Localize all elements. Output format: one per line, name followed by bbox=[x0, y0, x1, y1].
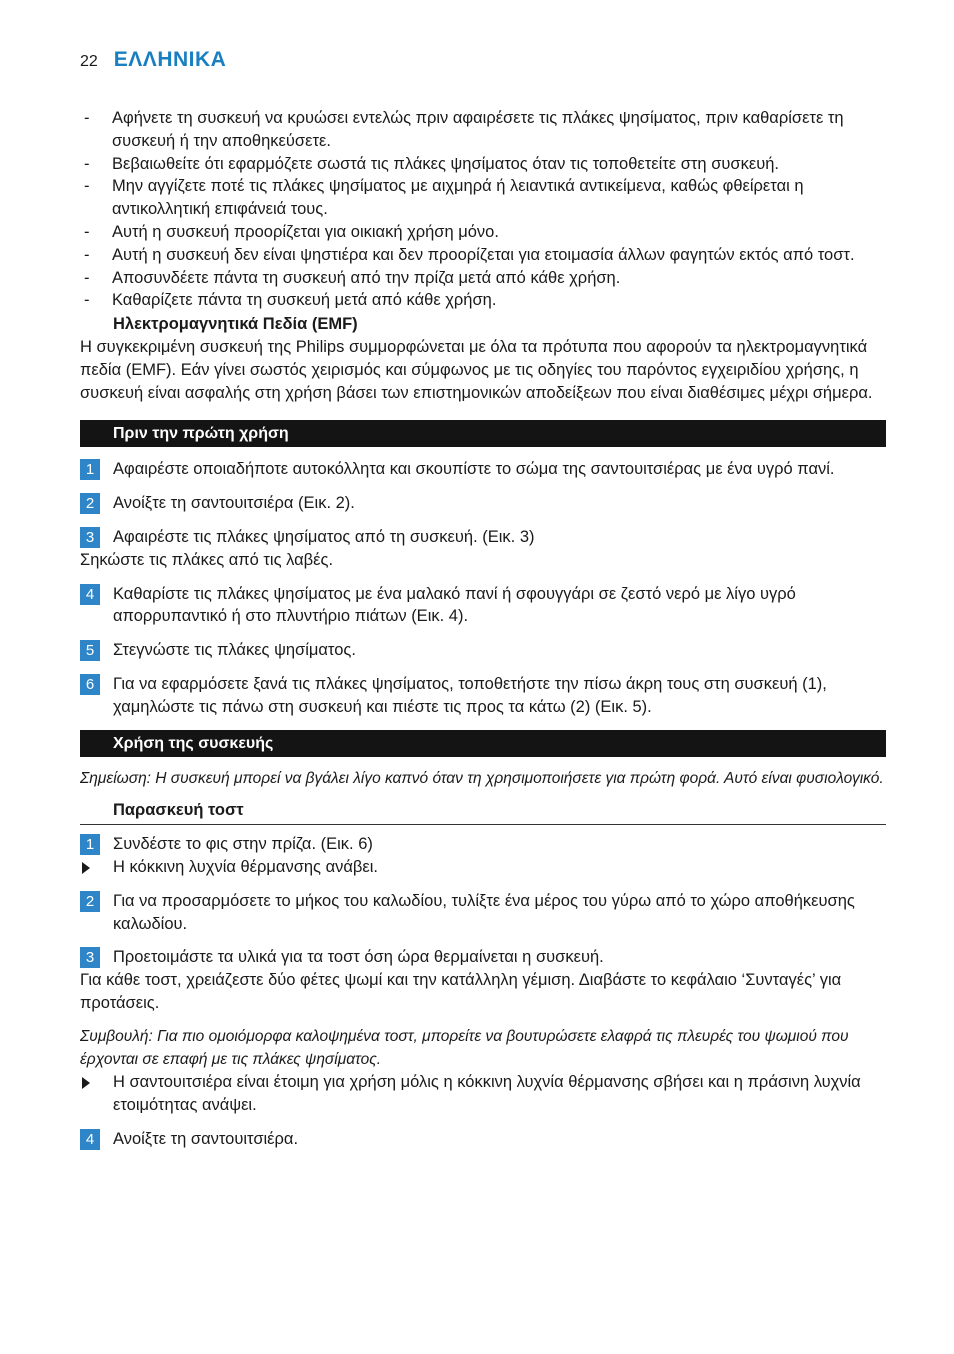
step-number: 6 bbox=[80, 674, 100, 695]
language-title: ΕΛΛΗΝΙΚΑ bbox=[113, 48, 227, 71]
step-item: 2 Για να προσαρμόσετε το μήκος του καλωδίου, τυλίξτε ένα μέρος του γύρω από το χώρο αποθήκευσης καλωδίου. bbox=[80, 890, 886, 936]
section-bar-usage: Χρήση της συσκευής bbox=[80, 730, 886, 757]
step-item: 4 Καθαρίστε τις πλάκες ψησίματος με ένα μαλακό πανί ή σφουγγάρι σε ζεστό νερό με λίγο υγρό απορρυπαντικό ή στο πλυντήριο πιάτων (Εικ. 4). bbox=[80, 583, 886, 629]
step-number: 3 bbox=[80, 947, 100, 968]
emf-paragraph: Η συγκεκριμένη συσκευή της Philips συμμορφώνεται με όλα τα πρότυπα που αφορούν τα ηλεκτρομαγνητικά πεδία (EMF). Εάν γίνει σωστός χειρισμός και σύμφωνος με τις οδηγίες του παρόντος εγχειριδίου χρήσης, η συσκευή είναι ασφαλής στη χρήση βάσει των επιστημονικών αποδείξεων που είναι διαθέσιμες μέχρι σήμερα. bbox=[80, 337, 873, 402]
note-text: Σημείωση: Η συσκευή μπορεί να βγάλει λίγο καπνό όταν τη χρησιμοποιήσετε για πρώτη φορά. Αυτό είναι φυσιολογικό. bbox=[80, 769, 884, 787]
step-number: 4 bbox=[80, 584, 100, 605]
step-followup: Για κάθε τοστ, χρειάζεστε δύο φέτες ψωμί και την κατάλληλη γέμιση. Διαβάστε το κεφάλαιο ‘Συνταγές’ για προτάσεις. bbox=[80, 971, 842, 1012]
triangle-bullet-icon bbox=[80, 1071, 113, 1117]
list-item: - Αυτή η συσκευή δεν είναι ψηστιέρα και δεν προορίζεται για ετοιμασία άλλων φαγητών εκτός από τοστ. bbox=[84, 245, 855, 264]
step-number: 3 bbox=[80, 527, 100, 548]
list-item: - Βεβαιωθείτε ότι εφαρμόζετε σωστά τις πλάκες ψησίματος όταν τις τοποθετείτε στη συσκευή. bbox=[84, 154, 779, 173]
step-number: 5 bbox=[80, 640, 100, 661]
list-item: - Μην αγγίζετε ποτέ τις πλάκες ψησίματος με αιχμηρά ή λειαντικά αντικείμενα, καθώς φθείρεται η αντικολλητική επιφάνειά τους. bbox=[84, 177, 804, 219]
step-number: 2 bbox=[80, 891, 100, 912]
section-bar-first-use: Πριν την πρώτη χρήση bbox=[80, 420, 886, 447]
step-item: 2 Ανοίξτε τη σαντουιτσιέρα (Εικ. 2). bbox=[80, 492, 886, 515]
step-item: 4 Ανοίξτε τη σαντουιτσιέρα. bbox=[80, 1128, 886, 1151]
step-item: 1 Αφαιρέστε οποιαδήποτε αυτοκόλλητα και σκουπίστε το σώμα της σαντουιτσιέρας με ένα υγρό πανί. bbox=[80, 458, 886, 481]
result-item: Η σαντουιτσιέρα είναι έτοιμη για χρήση μόλις η κόκκινη λυχνία θέρμανσης σβήσει και η πράσινη λυχνία ετοιμότητας ανάψει. bbox=[80, 1071, 886, 1117]
page-header bbox=[80, 48, 226, 72]
step-item: 5 Στεγνώστε τις πλάκες ψησίματος. bbox=[80, 639, 886, 662]
step-item: 3 Προετοιμάστε τα υλικά για τα τοστ όση ώρα θερμαίνεται η συσκευή. bbox=[80, 946, 886, 969]
list-item: - Αφήνετε τη συσκευή να κρυώσει εντελώς πριν αφαιρέσετε τις πλάκες ψησίματος, πριν καθαρίσετε τη συσκευή ή την αποθηκεύσετε. bbox=[84, 109, 844, 150]
triangle-bullet-icon bbox=[80, 856, 113, 879]
toast-subheading: Παρασκευή τοστ bbox=[80, 799, 886, 825]
list-item: - Αυτή η συσκευή προορίζεται για οικιακή χρήση μόνο. bbox=[84, 222, 499, 241]
page-content bbox=[80, 107, 886, 1162]
step-item: 3 Αφαιρέστε τις πλάκες ψησίματος από τη συσκευή. (Εικ. 3) bbox=[80, 526, 886, 549]
emf-heading: Ηλεκτρομαγνητικά Πεδία (EMF) bbox=[113, 315, 358, 334]
step-item: 1 Συνδέστε το φις στην πρίζα. (Εικ. 6) bbox=[80, 833, 886, 856]
step-number: 1 bbox=[80, 834, 100, 855]
warnings-list bbox=[80, 107, 886, 312]
tip-text: Συμβουλή: Για πιο ομοιόμορφα καλοψημένα τοστ, μπορείτε να βουτυρώσετε ελαφρά τις πλευρές του ψωμιού που έρχονται σε επαφή με τις πλάκες ψησίματος. bbox=[80, 1027, 849, 1068]
step-followup: Σηκώστε τις πλάκες από τις λαβές. bbox=[80, 550, 334, 569]
step-number: 2 bbox=[80, 493, 100, 514]
list-item: - Καθαρίζετε πάντα τη συσκευή μετά από κάθε χρήση. bbox=[84, 291, 497, 310]
page-number: 22 bbox=[80, 53, 98, 70]
result-item: Η κόκκινη λυχνία θέρμανσης ανάβει. bbox=[80, 856, 886, 879]
list-item: - Αποσυνδέετε πάντα τη συσκευή από την πρίζα μετά από κάθε χρήση. bbox=[84, 268, 621, 287]
step-item: 6 Για να εφαρμόσετε ξανά τις πλάκες ψησίματος, τοποθετήστε την πίσω άκρη τους στη συσκευή (1), χαμηλώστε τις πάνω στη συσκευή και πιέστε τις προς τα κάτω (2) (Εικ. 5). bbox=[80, 673, 886, 719]
step-number: 4 bbox=[80, 1129, 100, 1150]
step-number: 1 bbox=[80, 459, 100, 480]
